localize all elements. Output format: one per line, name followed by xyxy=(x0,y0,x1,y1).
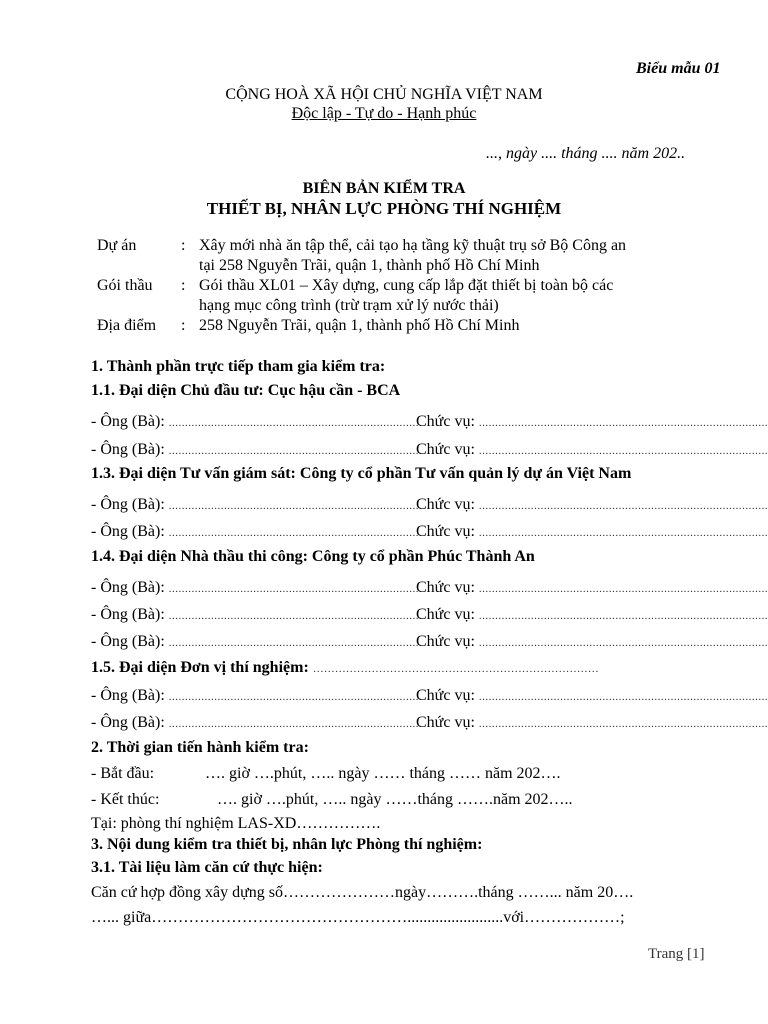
subsection-1-3-heading: 1.3. Đại diện Tư vấn giám sát: Công ty cổ phần Tư vấn quản lý dự án Việt Nam xyxy=(91,465,632,482)
page-number: Trang [1] xyxy=(648,946,705,962)
end-label: - Kết thúc: xyxy=(91,791,160,808)
position-row xyxy=(416,523,768,541)
position-field[interactable]: ......................................................................................... xyxy=(478,637,768,649)
info-value-project-line2: tại 258 Nguyễn Trãi, quận 1, thành phố Hồ Chí Minh xyxy=(199,257,540,274)
position-field[interactable]: ......................................................................................... xyxy=(478,718,768,730)
position-field[interactable]: ......................................................................................... xyxy=(478,445,768,457)
title-line-2: THIẾT BỊ, NHÂN LỰC PHÒNG THÍ NGHIỆM xyxy=(206,199,562,218)
subsection-1-4-heading: 1.4. Đại diện Nhà thầu thi công: Công ty cổ phần Phúc Thành An xyxy=(91,548,535,565)
person-label: - Ông (Bà): xyxy=(91,523,165,540)
position-field[interactable]: ......................................................................................... xyxy=(478,417,768,429)
name-field[interactable]: .............................................................................. xyxy=(168,610,423,622)
position-row xyxy=(416,633,768,651)
position-row xyxy=(416,413,768,431)
position-row xyxy=(416,496,768,514)
position-label: Chức vụ: xyxy=(416,496,475,513)
person-row xyxy=(91,441,422,459)
name-field[interactable]: .............................................................................. xyxy=(168,691,423,703)
start-label: - Bắt đầu: xyxy=(91,765,155,782)
info-label-package: Gói thầu xyxy=(97,277,153,294)
person-row xyxy=(91,714,422,732)
info-value-location: 258 Nguyễn Trãi, quận 1, thành phố Hồ Chí Minh xyxy=(199,317,520,334)
info-sep-project: : xyxy=(181,237,186,254)
subsection-3-1-heading: 3.1. Tài liệu làm căn cứ thực hiện: xyxy=(91,859,323,876)
person-label: - Ông (Bà): xyxy=(91,687,165,704)
section-2-heading: 2. Thời gian tiến hành kiểm tra: xyxy=(91,739,309,756)
info-sep-package: : xyxy=(181,277,186,294)
country-heading: CỘNG HOÀ XÃ HỘI CHỦ NGHĨA VIỆT NAM xyxy=(225,86,543,103)
end-value[interactable]: …. giờ ….phút, ….. ngày ……tháng …….năm 202….. xyxy=(217,791,573,808)
position-field[interactable]: ......................................................................................... xyxy=(478,583,768,595)
name-field[interactable]: .............................................................................. xyxy=(168,637,423,649)
name-field[interactable]: .............................................................................. xyxy=(168,445,423,457)
person-row xyxy=(91,687,422,705)
person-row xyxy=(91,496,422,514)
person-row xyxy=(91,523,422,541)
motto: Độc lập - Tự do - Hạnh phúc xyxy=(291,105,477,122)
position-field[interactable]: ......................................................................................... xyxy=(478,610,768,622)
person-label: - Ông (Bà): xyxy=(91,496,165,513)
person-label: - Ông (Bà): xyxy=(91,633,165,650)
basis-line-1: Căn cứ hợp đồng xây dựng số…………………ngày……….tháng ……... năm 20…. xyxy=(91,884,634,901)
position-field[interactable]: ......................................................................................... xyxy=(478,691,768,703)
subsection-1-5-row xyxy=(91,659,599,677)
person-row xyxy=(91,413,422,431)
position-label: Chức vụ: xyxy=(416,413,475,430)
position-label: Chức vụ: xyxy=(416,687,475,704)
position-label: Chức vụ: xyxy=(416,714,475,731)
start-value[interactable]: …. giờ ….phút, ….. ngày …… tháng …… năm 202…. xyxy=(205,765,561,782)
position-row xyxy=(416,714,768,732)
person-label: - Ông (Bà): xyxy=(91,606,165,623)
basis-line-2: …... giữa…………………………………………........................với………………; xyxy=(91,909,625,926)
lab-unit-field[interactable]: …………………………………………………………………… xyxy=(312,663,599,675)
person-label: - Ông (Bà): xyxy=(91,579,165,596)
name-field[interactable]: .............................................................................. xyxy=(168,527,423,539)
info-value-package-line2: hạng mục công trình (trừ trạm xử lý nước thải) xyxy=(199,297,499,314)
name-field[interactable]: .............................................................................. xyxy=(168,500,423,512)
person-row xyxy=(91,579,422,597)
position-row xyxy=(416,441,768,459)
name-field[interactable]: .............................................................................. xyxy=(168,583,423,595)
position-row xyxy=(416,579,768,597)
form-label: Biểu mẫu 01 xyxy=(636,60,721,77)
info-label-location: Địa điểm xyxy=(97,317,157,334)
position-field[interactable]: ......................................................................................... xyxy=(478,527,768,539)
person-label: - Ông (Bà): xyxy=(91,714,165,731)
person-label: - Ông (Bà): xyxy=(91,413,165,430)
position-label: Chức vụ: xyxy=(416,606,475,623)
section-3-heading: 3. Nội dung kiểm tra thiết bị, nhân lực Phòng thí nghiệm: xyxy=(91,836,483,853)
info-value-package-line1: Gói thầu XL01 – Xây dựng, cung cấp lắp đặt thiết bị toàn bộ các xyxy=(199,277,614,294)
person-row xyxy=(91,633,422,651)
position-row xyxy=(416,606,768,624)
info-label-project: Dự án xyxy=(97,237,137,254)
subsection-1-1-heading: 1.1. Đại diện Chủ đầu tư: Cục hậu cần - BCA xyxy=(91,382,401,399)
person-label: - Ông (Bà): xyxy=(91,441,165,458)
info-value-project-line1: Xây mới nhà ăn tập thể, cải tạo hạ tầng kỹ thuật trụ sở Bộ Công an xyxy=(199,237,627,254)
position-label: Chức vụ: xyxy=(416,633,475,650)
subsection-1-5-heading: 1.5. Đại diện Đơn vị thí nghiệm: xyxy=(91,659,309,676)
info-sep-location: : xyxy=(181,317,186,334)
date-line: ..., ngày .... tháng .... năm 202.. xyxy=(486,145,686,162)
position-row xyxy=(416,687,768,705)
place-line: Tại: phòng thí nghiệm LAS-XD……………. xyxy=(91,815,381,832)
position-label: Chức vụ: xyxy=(416,523,475,540)
position-label: Chức vụ: xyxy=(416,579,475,596)
title-line-1: BIÊN BẢN KIỂM TRA xyxy=(302,180,466,197)
name-field[interactable]: .............................................................................. xyxy=(168,417,423,429)
position-field[interactable]: ......................................................................................... xyxy=(478,500,768,512)
name-field[interactable]: .............................................................................. xyxy=(168,718,423,730)
person-row xyxy=(91,606,422,624)
position-label: Chức vụ: xyxy=(416,441,475,458)
section-1-heading: 1. Thành phần trực tiếp tham gia kiểm tra: xyxy=(91,358,386,375)
